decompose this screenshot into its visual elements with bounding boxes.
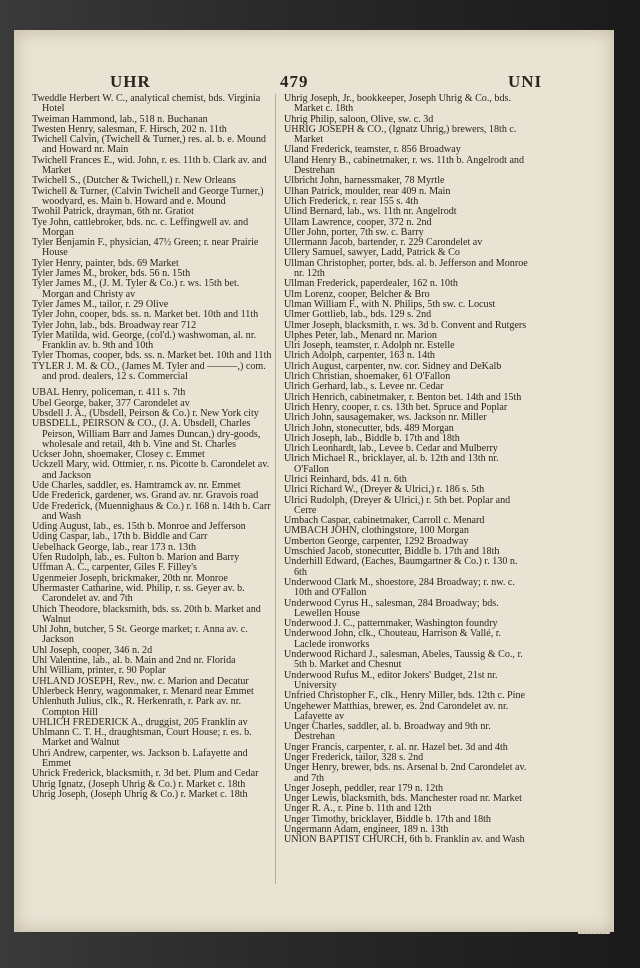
page-number: 479 [280,72,309,91]
directory-entry: Uckser John, shoemaker, Closey c. Emmet [32,449,205,461]
directory-entry: TYLER J. M. & CO., (James M. Tyler and ———,) com. and prod. dealers, 12 s. Commercial [32,360,266,383]
directory-entry: Ulrich August, carpenter, nw. cor. Sidney and DeKalb [284,360,502,372]
directory-entry: Umbach Caspar, cabinetmaker, Carroll c. Menard [284,515,485,527]
directory-entry: Tye John, cattlebroker, bds. nc. c. Leffingwell av. and Morgan [32,216,249,238]
directory-entry: UBAL Henry, policeman, r. 411 s. 7th [32,387,186,399]
directory-entry: UHRIG JOSEPH & CO., (Ignatz Uhrig,) brewers, 18th c. Market [284,123,517,146]
directory-entry: Uckzell Mary, wid. Ottmier, r. ns. Picotte b. Carondelet av. and Jackson [32,459,270,481]
directory-entry: UBSDELL, PEIRSON & CO., (J. A. Ubsdell, Charles Peirson, William Barr and James Duncan,) dry-goods, wholesale and retail, 4th b. Vine and St. Charles [32,418,261,450]
directory-entry: Uhri Andrew, carpenter, ws. Jackson b. Lafayette and Emmet [32,747,248,769]
directory-entry: Tweddle Herbert W. C., analytical chemist, bds. Virginia Hotel [32,93,261,115]
left-column [32,94,272,800]
directory-entry: Underwood Rufus M., editor Jokers' Budget, 21st nr. University [284,669,498,691]
directory-entry: Ulrich Leonhardt, lab., Levee b. Cedar and Mulberry [284,443,498,455]
directory-entry: Tyler James M., tailor, r. 29 Olive [32,298,169,310]
directory-entry: Twohil Patrick, drayman, 6th nr. Gratiot [32,206,194,218]
directory-entry: Ulrich Adolph, carpenter, 163 n. 14th [284,350,435,362]
directory-entry: Ungehewer Matthias, brewer, es. 2nd Carondelet av. nr. Lafayette av [284,700,509,722]
directory-entry: Ulrich Henry, cooper, r. cs. 13th bet. Spruce and Poplar [284,401,508,413]
directory-entry: Unger Timothy, bricklayer, Biddle b. 17th and 18th [284,813,491,825]
directory-entry: Ulri Joseph, teamster, r. Adolph nr. Estelle [284,340,455,352]
directory-entry: Unger Joseph, peddler, rear 179 n. 12th [284,782,444,794]
directory-entry: Ulphes Peter, lab., Menard nr. Marion [284,329,437,341]
directory-page [14,30,614,932]
directory-entry: Uhlerbeck Henry, wagonmaker, r. Menard near Emmet [32,685,254,697]
directory-entry: Ude Frederick, gardener, ws. Grand av. nr. Gravois road [32,490,259,502]
directory-entry: Uland Henry B., cabinetmaker, r. ws. 11th b. Angelrodt and Destrehan [284,154,525,177]
directory-entry: Ulrich Gerhard, lab., s. Levee nr. Cedar [284,381,444,393]
directory-entry: Twichell Frances E., wid. John, r. es. 11th b. Clark av. and Market [32,154,267,177]
directory-entry: Uhl John, butcher, 5 St. George market; r. Anna av. c. Jackson [32,624,248,646]
directory-entry: Uller John, porter, 7th sw. c. Barry [284,226,424,238]
directory-entry: Underwood Clark M., shoestore, 284 Broadway; r. nw. c. 10th and O'Fallon [284,576,515,599]
directory-entry: Tyler John, lab., bds. Broadway rear 712 [32,319,197,331]
directory-entry: Ugenmeier Joseph, brickmaker, 20th nr. Monroe [32,572,228,584]
directory-entry: Uhich Theodore, blacksmith, bds. ss. 20th b. Market and Walnut [32,603,261,625]
directory-entry: Tyler Henry, painter, bds. 69 Market [32,257,179,269]
directory-entry: Uhl Valentine, lab., al. b. Main and 2nd nr. Florida [32,655,236,667]
directory-entry: Twichell S., (Dutcher & Twichell,) r. New Orleans [32,175,236,187]
directory-entry: Unger Frederick, tailor, 328 s. 2nd [284,752,424,763]
directory-entry: Ulmer Gottlieb, lab., bds. 129 s. 2nd [284,309,432,321]
directory-entry: Tyler Matilda, wid. George, (col'd.) washwoman, al. nr. Franklin av. b. 9th and 10th [32,329,257,352]
directory-entry: Uhrig Philip, saloon, Olive, sw. c. 3d [284,113,434,125]
directory-entry: Tyler John, cooper, bds. ss. n. Market bet. 10th and 11th [32,309,259,321]
directory-entry: Uebelhack George, lab., rear 173 n. 13th [32,541,197,553]
directory-entry: Ullman Frederick, paperdealer, 162 n. 10th [284,278,458,290]
directory-entry: Unger Lewis, blacksmith, bds. Manchester road nr. Market [284,793,522,805]
directory-entry: Uding August, lab., es. 15th b. Monroe and Jefferson [32,521,246,533]
directory-entry: Ulind Bernard, lab., ws. 11th nr. Angelrodt [284,206,457,218]
directory-entry: Ulrich John, sausagemaker, ws. Jackson nr. Miller [284,412,487,424]
directory-entry: Uhrig Ignatz, (Joseph Uhrig & Co.) r. Market c. 18th [32,778,246,790]
directory-entry: Ulman William F., with N. Philips, 5th sw. c. Locust [284,298,496,310]
directory-entry: Tyler Benjamin F., physician, 47½ Green; r. near Prairie House [32,237,259,259]
directory-entry: Uhermaster Catharine, wid. Philip, r. ss. Geyer av. b. Carondelet av. and 7th [32,582,245,605]
directory-entry: Unger R. A., r. Pine b. 11th and 12th [284,803,432,815]
directory-entry: Uhlmann C. T. H., draughtsman, Court House; r. es. b. Market and Walnut [32,727,252,749]
directory-entry: Twesten Henry, salesman, F. Hirsch, 202 n. 11th [32,123,227,135]
directory-entry: Underwood J. C., patternmaker, Washington foundry [284,618,498,630]
directory-entry: Uding Caspar, lab., 17th b. Biddle and Carr [32,531,208,543]
directory-entry: Uhl William, printer, r. 90 Poplar [32,665,166,677]
directory-entry: Ullery Samuel, sawyer, Ladd, Patrick & Co [284,247,460,259]
directory-entry: Ulrici Richard W., (Dreyer & Ulrici,) r. 186 s. 5th [284,484,485,496]
directory-entry: Unger Charles, saddler, al. b. Broadway and 9th nr. Destrehan [284,721,491,743]
header-left-guide: UHR [110,72,151,91]
directory-entry: Ulrich John, stonecutter, bds. 489 Morgan [284,422,454,434]
directory-entry: Ude Frederick, (Muennighaus & Co.) r. 168 n. 14th b. Carr and Wash [32,500,271,522]
directory-entry: Twichell & Turner, (Calvin Twichell and George Turner,) woodyard, es. Main b. Howard and e. Mound [32,185,264,207]
directory-entry: Ulm Lorenz, cooper, Belcher & Bro [284,288,430,300]
directory-entry: Twichell Calvin, (Twichell & Turner,) res. al. b. e. Mound and Howard nr. Main [32,134,266,156]
directory-entry: Ulrich Christian, shoemaker, 61 O'Fallon [284,371,451,383]
directory-entry: Unger Francis, carpenter, r. al. nr. Hazel bet. 3d and 4th [284,741,508,753]
directory-entry: Tyler Thomas, cooper, bds. ss. n. Market bet. 10th and 11th [32,350,272,362]
directory-entry: Underwood Richard J., salesman, Abeles, Taussig & Co., r. 5th b. Market and Chesnut [284,649,523,671]
column-divider [275,94,276,884]
directory-entry: Ulrich Henrich, cabinetmaker, r. Benton bet. 14th and 15th [284,391,522,403]
directory-entry: Ullman Christopher, porter, bds. al. b. Jefferson and Monroe nr. 12th [284,257,528,280]
directory-entry: Umberton George, carpenter, 1292 Broadway [284,535,469,547]
directory-entry: Umschied Jacob, stonecutter, Biddle b. 17th and 18th [284,546,500,558]
directory-entry: Unfried Christopher F., clk., Henry Miller, bds. 12th c. Pine [284,690,526,702]
directory-entry: Ubel George, baker, 377 Carondelet av [32,397,190,409]
directory-entry: Uhrig Joseph, Jr., bookkeeper, Joseph Uhrig & Co., bds. Market c. 18th [284,93,511,115]
directory-entry: Underwood Cyrus H., salesman, 284 Broadway; bds. Lewellen House [284,597,499,619]
directory-entry: Ulmer Joseph, blacksmith, r. ws. 3d b. Convent and Rutgers [284,319,527,331]
directory-entry: Uhl Joseph, cooper, 346 n. 2d [32,644,153,656]
directory-entry: Underwood John, clk., Chouteau, Harrison & Vallé, r. Laclede ironworks [284,628,502,650]
directory-entry: UHLICH FREDERICK A., druggist, 205 Franklin av [32,716,248,728]
directory-entry: Tweiman Hammond, lab., 518 n. Buchanan [32,113,208,125]
directory-entry: Ullermann Jacob, bartender, r. 229 Carondelet av [284,237,483,249]
directory-entry: Ude Charles, saddler, es. Hamtramck av. nr. Emmet [32,479,241,491]
directory-entry: UHLAND JOSEPH, Rev., nw. c. Marion and Decatur [32,675,249,687]
directory-entry: Ulbricht John, harnessmaker, 78 Myrtle [284,175,445,187]
directory-entry: Ulrici Rudolph, (Dreyer & Ulrici,) r. 5th bet. Poplar and Cerre [284,494,511,516]
directory-entry: Underhill Edward, (Eaches, Baumgartner & Co.) r. 130 n. 6th [284,556,518,578]
directory-entry: Tyler James M., (J. M. Tyler & Co.) r. ws. 15th bet. Morgan and Christy av [32,278,240,300]
directory-entry: Ulich Frederick, r. rear 155 s. 4th [284,195,419,207]
directory-entry: Uland Frederick, teamster, r. 856 Broadway [284,144,461,156]
directory-entry: UMBACH JOHN, clothingstore, 100 Morgan [284,525,469,537]
directory-entry: Unger Henry, brewer, bds. ns. Arsenal b. 2nd Carondelet av. and 7th [284,762,527,784]
directory-entry: Uffman A. C., carpenter, Giles F. Filley's [32,562,197,574]
directory-entry: Uhrig Joseph, (Joseph Uhrig & Co.) r. Market c. 18th [32,788,248,800]
directory-entry: Tyler James M., broker, bds. 56 n. 15th [32,268,191,280]
directory-entry: Ulrich Joseph, lab., Biddle b. 17th and 18th [284,432,460,444]
directory-entry: Ubsdell J. A., (Ubsdell, Peirson & Co.) r. New York city [32,407,259,419]
directory-entry: Ulrici Reinhard, bds. 41 n. 6th [284,473,407,485]
directory-entry: Ulrich Michael R., bricklayer, al. b. 12th and 13th nr. O'Fallon [284,453,499,475]
directory-entry: Uhlenhuth Julius, clk., R. Herkenrath, r. Park av. nr. Compton Hill [32,696,242,718]
directory-entry: Ungermann Adam, engineer, 189 n. 13th [284,824,449,836]
directory-entry: Ulhan Patrick, moulder, rear 409 n. Main [284,185,451,197]
directory-entry: Ufen Rudolph, lab., es. Fulton b. Marion and Barry [32,552,240,564]
right-column [284,94,532,846]
directory-entry: Uhrick Frederick, blacksmith, r. 3d bet. Plum and Cedar [32,768,259,780]
header-right-guide: UNI [508,72,543,91]
directory-entry: UNION BAPTIST CHURCH, 6th b. Franklin av. and Wash [284,834,525,846]
directory-entry: Ullam Lawrence, cooper, 372 n. 2nd [284,216,432,228]
